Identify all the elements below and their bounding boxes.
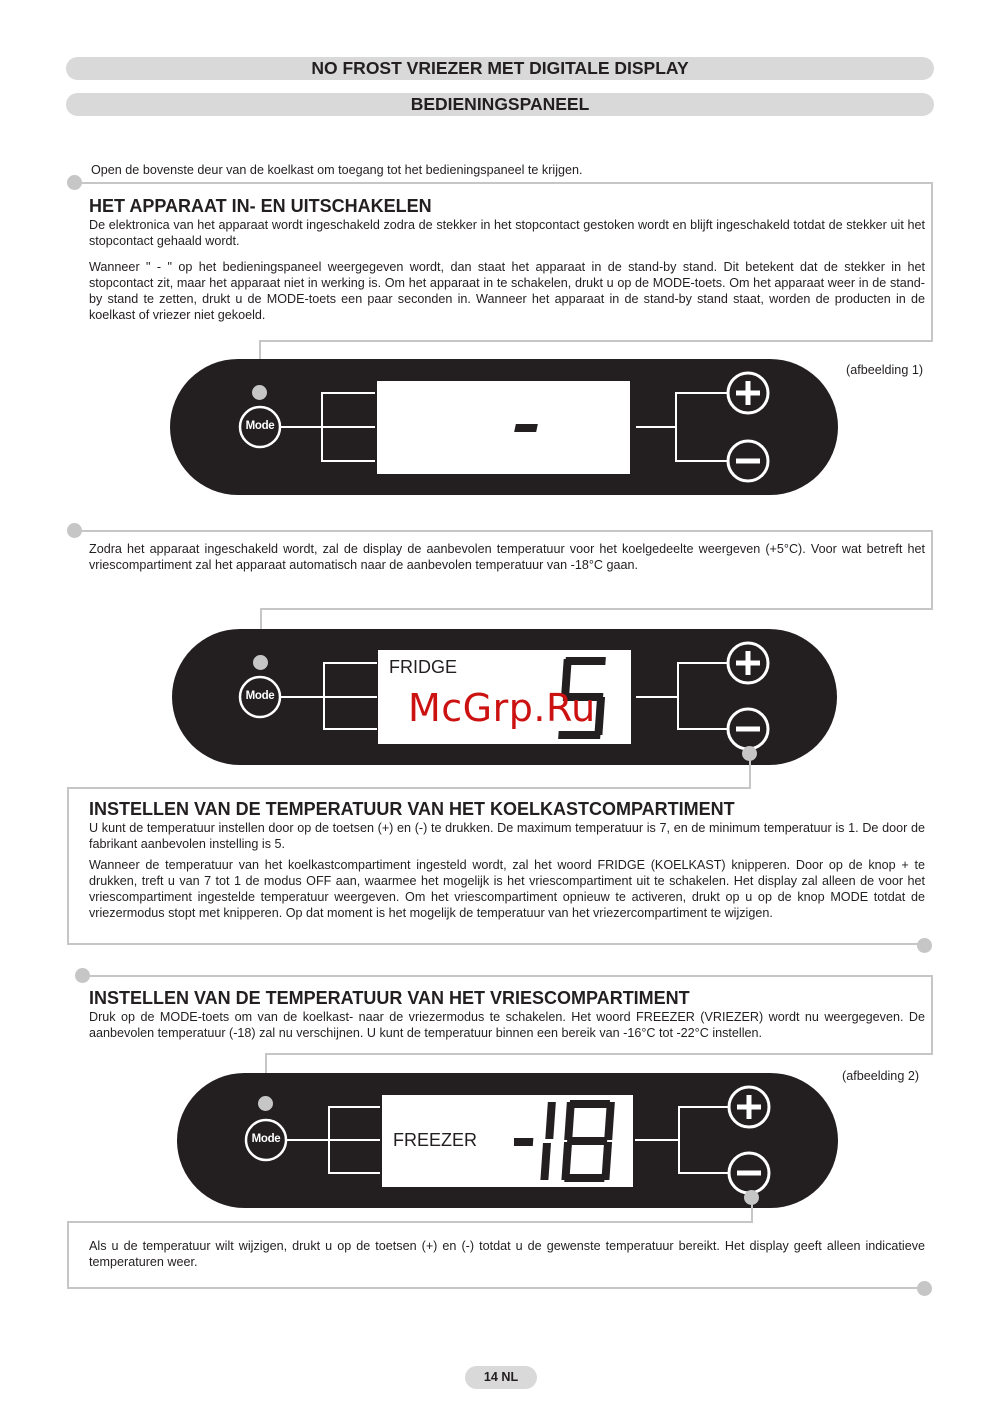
freezer-label: FREEZER: [393, 1130, 478, 1150]
minus-button[interactable]: [728, 441, 768, 481]
plus-button[interactable]: [729, 1087, 769, 1127]
minus-button[interactable]: [729, 1153, 769, 1193]
mode-button-label: Mode: [245, 420, 275, 432]
plus-button[interactable]: [728, 373, 768, 413]
guide-line: [67, 1221, 69, 1289]
default-temp-para: Zodra het apparaat ingeschakeld wordt, zal de display de aanbevolen temperatuur voor het koelgedeelte weergeven (+5°C). Voor wat betreft het vriescompartiment zal het apparaat automatisch naar de aanbevolen temperatuur van -18°C gaan.: [89, 542, 925, 572]
guide-line: [67, 1287, 925, 1289]
freezer-heading: INSTELLEN VAN DE TEMPERATUUR VAN HET VRIESCOMPARTIMENT: [89, 988, 690, 1008]
page-number: 14 NL: [465, 1366, 537, 1389]
guide-dot: [252, 385, 267, 400]
guide-line: [260, 608, 933, 610]
mode-button-label: Mode: [251, 1133, 281, 1145]
onoff-para-1: De elektronica van het apparaat wordt ingeschakeld zodra de stekker in het stopcontact gestoken wordt en blijft ingeschakeld totdat de stekker uit het stopcontact gehaald wordt.: [89, 218, 925, 248]
guide-line: [67, 787, 751, 789]
fridge-para-2: Wanneer de temperatuur van het koelkastcompartiment ingesteld wordt, zal het woord FRIDGE (KOELKAST) knipperen. Door op de knop + te drukken, treft u van 7 tot 1 de modus OFF aan, waarmee het mogelijk is het vriescompartiment uit te schakelen. Het display zal alleen de voor het vriescompartiment ingestelde temperatuur weergeven. Om het vriescompartiment opnieuw te activeren, drukt op u op de knop MODE totdat de vriezermodus stopt met knipperen. Op dat moment is het mogelijk de temperatuur van het vriezercompartiment te wijzigen.: [89, 858, 925, 920]
freezer-digits: [514, 1100, 624, 1182]
minus-button[interactable]: [728, 709, 768, 749]
watermark: McGrp.Ru: [408, 686, 596, 730]
freezer-value: [382, 1095, 383, 1096]
guide-line: [751, 1196, 753, 1222]
guide-dot: [917, 938, 932, 953]
control-panel-freezer: [177, 1073, 838, 1208]
page-title: NO FROST VRIEZER MET DIGITALE DISPLAY: [66, 57, 934, 80]
intro-text: Open de bovenste deur van de koelkast om toegang tot het bedieningspaneel te krijgen.: [91, 163, 583, 177]
page-subtitle: BEDIENINGSPANEEL: [66, 93, 934, 116]
figure1-caption: (afbeelding 1): [846, 363, 924, 377]
lcd-display: [382, 1095, 633, 1187]
guide-line: [259, 340, 933, 342]
plus-button[interactable]: [728, 643, 768, 683]
standby-dash: [514, 424, 538, 432]
fridge-label: FRIDGE: [389, 657, 458, 677]
control-panel-standby: [170, 359, 838, 495]
fridge-value: [378, 650, 379, 651]
adjust-para: Als u de temperatuur wilt wijzigen, drukt u op de toetsen (+) en (-) totdat u de gewenste temperatuur bereikt. Het display geeft alleen indicatieve temperaturen weer.: [89, 1239, 925, 1269]
guide-line: [75, 182, 933, 184]
guide-line: [82, 975, 933, 977]
guide-line: [931, 530, 933, 610]
guide-line: [67, 1221, 753, 1223]
guide-dot: [917, 1281, 932, 1296]
guide-line: [67, 943, 925, 945]
guide-line: [931, 182, 933, 342]
guide-line: [75, 530, 933, 532]
lcd-display: [377, 381, 630, 474]
guide-line: [931, 975, 933, 1055]
guide-dot: [258, 1096, 273, 1111]
onoff-para-2: Wanneer " - " op het bedieningspaneel weergegeven wordt, dan staat het apparaat in de stand-by stand. Dit betekent dat de stekker in het stopcontact zit, maar het apparaat niet in werking is. Om het apparaat in te schakelen, drukt u op de MODE-toets. Om het apparaat weer in de stand-by stand te zetten, drukt u de MODE-toets een paar seconden in. Wanneer het apparaat in de stand-by stand staat, worden de producten in de koelkast of vriezer niet gekoeld.: [89, 260, 925, 322]
guide-dot: [253, 655, 268, 670]
guide-line: [265, 1053, 933, 1055]
guide-line: [67, 787, 69, 945]
fridge-para-1: U kunt de temperatuur instellen door op de toetsen (+) en (-) te drukken. De maximum temperatuur is 7, en de minimum temperatuur is 1. De door de fabrikant aanbevolen instelling is 5.: [89, 821, 925, 851]
figure2-caption: (afbeelding 2): [842, 1069, 920, 1083]
guide-line: [749, 752, 751, 788]
mode-button-label: Mode: [245, 690, 275, 702]
fridge-heading: INSTELLEN VAN DE TEMPERATUUR VAN HET KOELKASTCOMPARTIMENT: [89, 799, 735, 819]
freezer-para: Druk op de MODE-toets om van de koelkast- naar de vriezermodus te schakelen. Het woord FREEZER (VRIEZER) wordt nu weergegeven. De aanbevolen temperatuur (-18) zal nu verschijnen. U kunt de temperatuur binnen een bereik van -16°C tot -22°C instellen.: [89, 1010, 925, 1040]
onoff-heading: HET APPARAAT IN- EN UITSCHAKELEN: [89, 196, 432, 216]
